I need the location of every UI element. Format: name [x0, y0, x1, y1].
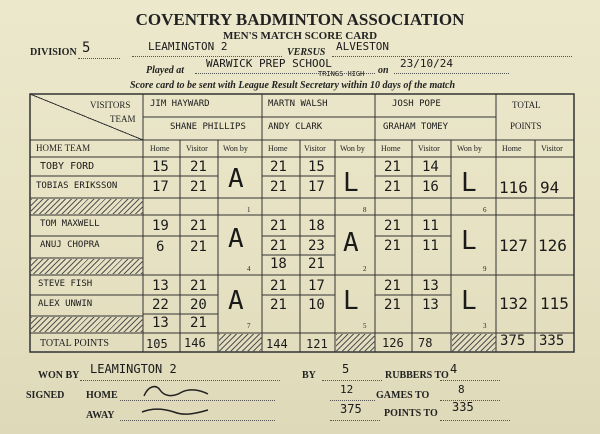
won-by-label: WON BY — [38, 370, 80, 381]
visitor-pair-1-player-1: JIM HAYWARD — [150, 99, 210, 109]
score-r3-m2-g1-home: 21 — [270, 278, 287, 294]
home-pair-1-player-1: TOBY FORD — [40, 161, 95, 172]
score-r1-m1-g1-home: 15 — [152, 159, 169, 175]
rubber-num-r2-m2: 2 — [363, 265, 367, 273]
total-points-label: TOTAL POINTS — [40, 338, 109, 349]
score-r1-m1-g2-visitor: 21 — [190, 179, 207, 195]
score-r3-m2-g2-home: 21 — [270, 297, 287, 313]
score-r1-m3-g1-home: 21 — [384, 159, 401, 175]
games-value: 12 — [340, 383, 354, 396]
total-label: TOTAL — [512, 100, 541, 110]
col-home-total: Home — [502, 144, 522, 153]
score-r2-m2-g1-visitor: 18 — [308, 218, 325, 234]
wonby-r1-m2: L — [343, 168, 359, 198]
rubber-num-r3-m2: 5 — [363, 322, 367, 330]
score-r3-m3-g1-visitor: 13 — [422, 278, 439, 294]
col-visitor-2: Visitor — [304, 144, 326, 153]
home-pair-3-player-1: STEVE FISH — [38, 279, 93, 289]
rubber-num-r1-m2: 8 — [363, 206, 367, 214]
card-subtitle: MEN'S MATCH SCORE CARD — [222, 30, 378, 42]
total-m2-home: 144 — [266, 337, 288, 351]
score-r2-m3-g2-home: 21 — [384, 238, 401, 254]
score-r2-m3-g1-home: 21 — [384, 218, 401, 234]
total-r2-home: 127 — [499, 236, 528, 255]
total-m3-visitor: 78 — [418, 336, 433, 350]
home-signature — [138, 382, 218, 402]
col-wonby-2: Won by — [340, 144, 365, 153]
total-m2-visitor: 121 — [306, 337, 328, 351]
score-r2-m2-g3-home: 18 — [270, 256, 287, 272]
rubber-num-r2-m1: 4 — [247, 265, 251, 273]
won-by-line — [80, 380, 280, 381]
score-r3-m1-g3-home: 13 — [152, 315, 169, 331]
visitor-pair-3-player-2: GRAHAM TOMEY — [383, 122, 449, 132]
score-r2-m1-g1-home: 19 — [152, 218, 169, 234]
hatch-spacer-1 — [31, 199, 143, 214]
points-line — [330, 420, 380, 421]
score-r1-m3-g2-visitor: 16 — [422, 179, 439, 195]
score-r2-m3-g1-visitor: 11 — [422, 218, 439, 234]
score-r2-m3-g2-visitor: 11 — [422, 238, 439, 254]
total-m3-home: 126 — [382, 336, 404, 350]
home-team-label: HOME TEAM — [36, 143, 91, 153]
score-r3-m3-g2-visitor: 13 — [422, 297, 439, 313]
score-r1-m1-g1-visitor: 21 — [190, 159, 207, 175]
rubbers-line — [440, 380, 500, 381]
away-label: AWAY — [86, 410, 115, 421]
date-label: on — [378, 65, 389, 76]
away-team-value: ALVESTON — [336, 40, 389, 53]
wonby-r3-m2: L — [343, 286, 359, 316]
hatch-total-wonby-2 — [336, 334, 375, 352]
division-label: DIVISION — [30, 47, 77, 58]
notice-text: Score card to be sent with League Result Secretary within 10 days of the match — [130, 80, 455, 91]
visitor-pair-2-player-1: MARTN WALSH — [268, 99, 328, 109]
points-label: POINTS — [510, 121, 542, 131]
score-r2-m2-g1-home: 21 — [270, 218, 287, 234]
versus-label: VERSUS — [287, 47, 326, 58]
col-visitor-total: Visitor — [541, 144, 563, 153]
points-to-line — [440, 420, 510, 421]
division-value: 5 — [82, 40, 91, 56]
visitor-pair-2-player-2: ANDY CLARK — [268, 122, 323, 132]
grand-total-home: 375 — [500, 333, 526, 349]
games-line — [330, 400, 375, 401]
score-r3-m1-g2-home: 22 — [152, 297, 169, 313]
score-r3-m1-g1-visitor: 21 — [190, 278, 207, 294]
total-r3-home: 132 — [499, 294, 528, 313]
score-r3-m1-g2-visitor: 20 — [190, 297, 207, 313]
score-r2-m2-g3-visitor: 21 — [308, 256, 325, 272]
rubber-num-r3-m3: 3 — [483, 322, 487, 330]
hatch-spacer-3 — [31, 317, 143, 332]
col-home-2: Home — [268, 144, 288, 153]
rubber-num-r1-m1: 1 — [247, 206, 251, 214]
score-r2-m2-g2-home: 21 — [270, 238, 287, 254]
col-home-1: Home — [150, 144, 170, 153]
games-label: GAMES TO — [376, 390, 430, 401]
score-r3-m1-g3-visitor: 21 — [190, 315, 207, 331]
by-line — [322, 380, 382, 381]
wonby-r1-m1: A — [228, 164, 244, 194]
col-home-3: Home — [381, 144, 401, 153]
hatch-spacer-2 — [31, 259, 143, 274]
wonby-r3-m1: A — [228, 286, 244, 316]
points-to-value: 335 — [452, 400, 474, 414]
team-label: TEAM — [110, 114, 136, 124]
score-r1-m3-g2-home: 21 — [384, 179, 401, 195]
by-value: 5 — [342, 362, 350, 376]
away-signature — [138, 402, 218, 422]
home-pair-1-player-2: TOBIAS ERIKSSON — [36, 181, 118, 191]
total-r2-visitor: 126 — [538, 236, 567, 255]
wonby-r3-m3: L — [461, 286, 477, 316]
col-visitor-1: Visitor — [186, 144, 208, 153]
wonby-r2-m3: L — [461, 226, 477, 256]
score-r1-m2-g2-home: 21 — [270, 179, 287, 195]
by-label: BY — [302, 370, 316, 381]
rubbers-value: 4 — [450, 362, 458, 376]
score-r1-m1-g2-home: 17 — [152, 179, 169, 195]
wonby-r2-m2: A — [343, 228, 359, 258]
wonby-r1-m3: L — [461, 168, 477, 198]
visitor-pair-3-player-1: JOSH POPE — [392, 99, 441, 109]
signed-label: SIGNED — [26, 390, 65, 401]
home-label: HOME — [86, 390, 118, 401]
score-r1-m2-g2-visitor: 17 — [308, 179, 325, 195]
total-r1-visitor: 94 — [540, 178, 560, 197]
col-visitor-3: Visitor — [418, 144, 440, 153]
venue-note: TRINGS HIGH — [318, 70, 365, 78]
rubber-num-r2-m3: 9 — [483, 265, 487, 273]
score-r3-m3-g1-home: 21 — [384, 278, 401, 294]
total-r1-home: 116 — [499, 178, 528, 197]
rubber-num-r3-m1: 7 — [247, 322, 251, 330]
home-team-value: LEAMINGTON 2 — [148, 40, 228, 53]
score-r3-m2-g2-visitor: 10 — [308, 297, 325, 313]
score-r2-m1-g2-visitor: 21 — [190, 239, 207, 255]
played-at-label: Played at — [146, 65, 185, 76]
grand-total-visitor: 335 — [539, 333, 565, 349]
score-r2-m1-g2-home: 6 — [156, 239, 165, 255]
home-pair-2-player-1: TOM MAXWELL — [40, 219, 100, 229]
rubbers-label: RUBBERS TO — [385, 370, 449, 381]
rubber-num-r1-m3: 6 — [483, 206, 487, 214]
points-to-label: POINTS TO — [384, 408, 438, 419]
score-r1-m3-g1-visitor: 14 — [422, 159, 439, 175]
visitor-pair-1-player-2: SHANE PHILLIPS — [170, 122, 246, 132]
score-r3-m2-g1-visitor: 17 — [308, 278, 325, 294]
points-value: 375 — [340, 402, 362, 416]
col-wonby-3: Won by — [457, 144, 482, 153]
total-m1-visitor: 146 — [184, 336, 206, 350]
score-r1-m2-g1-home: 21 — [270, 159, 287, 175]
venue-value: WARWICK PREP SCHOOL — [206, 57, 332, 70]
won-by-value: LEAMINGTON 2 — [90, 362, 177, 376]
visitors-label: VISITORS — [90, 100, 131, 110]
games-to-value: 8 — [458, 383, 465, 396]
card-title: COVENTRY BADMINTON ASSOCIATION — [135, 10, 465, 29]
hatch-total-wonby-3 — [452, 334, 496, 352]
col-wonby-1: Won by — [223, 144, 248, 153]
date-value: 23/10/24 — [400, 57, 453, 70]
total-r3-visitor: 115 — [540, 294, 569, 313]
score-r2-m2-g2-visitor: 23 — [308, 238, 325, 254]
home-pair-2-player-2: ANUJ CHOPRA — [40, 240, 100, 250]
score-r2-m1-g1-visitor: 21 — [190, 218, 207, 234]
total-m1-home: 105 — [146, 337, 168, 351]
score-r3-m1-g1-home: 13 — [152, 278, 169, 294]
home-pair-3-player-2: ALEX UNWIN — [38, 299, 93, 309]
score-r1-m2-g1-visitor: 15 — [308, 159, 325, 175]
wonby-r2-m1: A — [228, 224, 244, 254]
hatch-total-wonby-1 — [219, 334, 262, 352]
score-r3-m3-g2-home: 21 — [384, 297, 401, 313]
